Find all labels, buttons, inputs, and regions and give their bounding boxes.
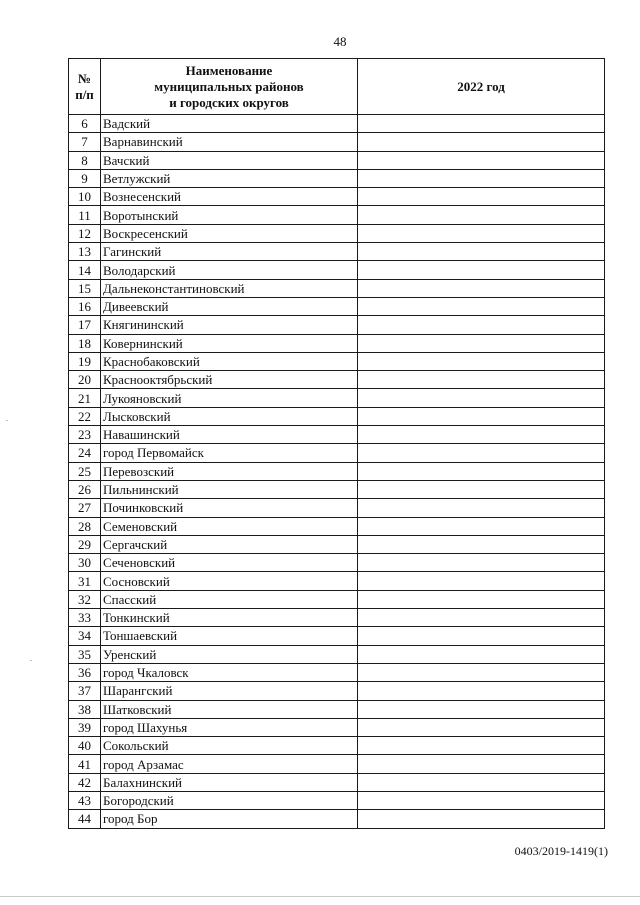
row-year-value	[358, 407, 605, 425]
row-year-value	[358, 261, 605, 279]
header-number	[69, 59, 101, 115]
row-district-name: Тоншаевский	[101, 627, 358, 645]
row-district-name: Вачский	[101, 151, 358, 169]
row-number: 40	[69, 737, 101, 755]
row-number: 19	[69, 352, 101, 370]
row-number: 33	[69, 609, 101, 627]
row-year-value	[358, 480, 605, 498]
table-row	[69, 243, 605, 261]
table-row	[69, 755, 605, 773]
row-year-value	[358, 627, 605, 645]
row-number: 41	[69, 755, 101, 773]
row-year-value	[358, 572, 605, 590]
row-number: 29	[69, 535, 101, 553]
table-row	[69, 169, 605, 187]
row-year-value	[358, 682, 605, 700]
row-year-value	[358, 115, 605, 133]
header-year: 2022 год	[358, 59, 605, 115]
row-number: 22	[69, 407, 101, 425]
header-number-line2: п/п	[75, 86, 94, 102]
row-year-value	[358, 151, 605, 169]
row-year-value	[358, 554, 605, 572]
table-row	[69, 554, 605, 572]
table-row	[69, 499, 605, 517]
row-number: 37	[69, 682, 101, 700]
row-number: 18	[69, 334, 101, 352]
row-district-name: Сергачский	[101, 535, 358, 553]
table-row	[69, 517, 605, 535]
table-row	[69, 334, 605, 352]
header-number-line1: №	[77, 70, 92, 86]
table-row	[69, 389, 605, 407]
row-number: 10	[69, 188, 101, 206]
row-year-value	[358, 700, 605, 718]
row-year-value	[358, 444, 605, 462]
table-row	[69, 627, 605, 645]
row-district-name: Сосновский	[101, 572, 358, 590]
table-row	[69, 773, 605, 791]
row-year-value	[358, 609, 605, 627]
row-district-name: Володарский	[101, 261, 358, 279]
row-number: 26	[69, 480, 101, 498]
row-district-name: город Арзамас	[101, 755, 358, 773]
row-number: 25	[69, 462, 101, 480]
row-number: 16	[69, 297, 101, 315]
row-district-name: Шатковский	[101, 700, 358, 718]
row-district-name: город Чкаловск	[101, 663, 358, 681]
row-year-value	[358, 206, 605, 224]
row-district-name: Перевозский	[101, 462, 358, 480]
row-district-name: Починковский	[101, 499, 358, 517]
row-year-value	[358, 737, 605, 755]
row-district-name: Богородский	[101, 791, 358, 809]
table-row	[69, 737, 605, 755]
table-row	[69, 572, 605, 590]
table-row	[69, 426, 605, 444]
table-header	[69, 59, 605, 115]
table-row	[69, 133, 605, 151]
row-district-name: Спасский	[101, 590, 358, 608]
header-row	[69, 59, 605, 115]
row-number: 23	[69, 426, 101, 444]
row-year-value	[358, 517, 605, 535]
row-year-value	[358, 279, 605, 297]
row-number: 20	[69, 371, 101, 389]
row-year-value	[358, 426, 605, 444]
row-district-name: Тонкинский	[101, 609, 358, 627]
row-year-value	[358, 316, 605, 334]
table-body	[69, 115, 605, 829]
table-row	[69, 480, 605, 498]
table-row	[69, 151, 605, 169]
row-year-value	[358, 773, 605, 791]
row-district-name: город Первомайск	[101, 444, 358, 462]
header-name-line2: муниципальных районов	[154, 78, 304, 94]
row-district-name: Пильнинский	[101, 480, 358, 498]
row-district-name: Княгининский	[101, 316, 358, 334]
scan-artifact-line	[0, 896, 640, 897]
scan-artifact-dot	[6, 420, 8, 421]
row-district-name: Сокольский	[101, 737, 358, 755]
row-number: 38	[69, 700, 101, 718]
row-year-value	[358, 791, 605, 809]
row-number: 8	[69, 151, 101, 169]
row-year-value	[358, 133, 605, 151]
row-district-name: Краснооктябрьский	[101, 371, 358, 389]
row-district-name: Балахнинский	[101, 773, 358, 791]
table-row	[69, 609, 605, 627]
row-district-name: Лысковский	[101, 407, 358, 425]
row-district-name: Ковернинский	[101, 334, 358, 352]
row-district-name: Воротынский	[101, 206, 358, 224]
table-row	[69, 810, 605, 828]
row-district-name: Краснобаковский	[101, 352, 358, 370]
municipal-districts-table	[68, 58, 605, 829]
row-district-name: Воскресенский	[101, 224, 358, 242]
header-name	[101, 59, 358, 115]
row-district-name: Шарангский	[101, 682, 358, 700]
row-number: 31	[69, 572, 101, 590]
row-district-name: Вадский	[101, 115, 358, 133]
row-number: 13	[69, 243, 101, 261]
row-number: 14	[69, 261, 101, 279]
table-row	[69, 224, 605, 242]
table-row	[69, 700, 605, 718]
table-row	[69, 115, 605, 133]
row-district-name: Гагинский	[101, 243, 358, 261]
row-number: 21	[69, 389, 101, 407]
table-row	[69, 645, 605, 663]
document-code: 0403/2019-1419(1)	[514, 844, 608, 858]
row-year-value	[358, 535, 605, 553]
row-district-name: Семеновский	[101, 517, 358, 535]
row-year-value	[358, 718, 605, 736]
row-year-value	[358, 590, 605, 608]
row-year-value	[358, 755, 605, 773]
table-row	[69, 407, 605, 425]
row-district-name: Ветлужский	[101, 169, 358, 187]
table-row	[69, 188, 605, 206]
row-number: 36	[69, 663, 101, 681]
row-number: 43	[69, 791, 101, 809]
row-district-name: Лукояновский	[101, 389, 358, 407]
row-year-value	[358, 663, 605, 681]
table-row	[69, 261, 605, 279]
row-number: 34	[69, 627, 101, 645]
row-district-name: Варнавинский	[101, 133, 358, 151]
header-name-line3: и городских округов	[169, 94, 289, 110]
row-year-value	[358, 371, 605, 389]
row-year-value	[358, 389, 605, 407]
table-row	[69, 297, 605, 315]
row-number: 7	[69, 133, 101, 151]
table-row	[69, 590, 605, 608]
row-district-name: Сеченовский	[101, 554, 358, 572]
table-row	[69, 535, 605, 553]
row-number: 27	[69, 499, 101, 517]
row-district-name: Дальнеконстантиновский	[101, 279, 358, 297]
row-year-value	[358, 188, 605, 206]
header-name-line1: Наименование	[185, 62, 273, 78]
scan-artifact-dot	[30, 660, 32, 661]
row-number: 6	[69, 115, 101, 133]
row-district-name: Уренский	[101, 645, 358, 663]
row-year-value	[358, 297, 605, 315]
row-district-name: Вознесенский	[101, 188, 358, 206]
row-number: 42	[69, 773, 101, 791]
row-year-value	[358, 499, 605, 517]
row-district-name: Навашинский	[101, 426, 358, 444]
table-row	[69, 444, 605, 462]
table-row	[69, 206, 605, 224]
row-year-value	[358, 645, 605, 663]
table-row	[69, 682, 605, 700]
page-number: 48	[333, 34, 347, 49]
table-row	[69, 316, 605, 334]
row-number: 39	[69, 718, 101, 736]
row-number: 9	[69, 169, 101, 187]
row-number: 24	[69, 444, 101, 462]
row-year-value	[358, 334, 605, 352]
table-row	[69, 718, 605, 736]
row-number: 30	[69, 554, 101, 572]
table-row	[69, 371, 605, 389]
table-row	[69, 279, 605, 297]
row-number: 11	[69, 206, 101, 224]
row-year-value	[358, 352, 605, 370]
table-row	[69, 462, 605, 480]
row-year-value	[358, 810, 605, 828]
table-row	[69, 663, 605, 681]
row-number: 44	[69, 810, 101, 828]
table-row	[69, 791, 605, 809]
row-number: 35	[69, 645, 101, 663]
table-row	[69, 352, 605, 370]
row-district-name: город Шахунья	[101, 718, 358, 736]
row-number: 28	[69, 517, 101, 535]
row-number: 12	[69, 224, 101, 242]
row-year-value	[358, 243, 605, 261]
row-number: 32	[69, 590, 101, 608]
row-year-value	[358, 462, 605, 480]
row-number: 17	[69, 316, 101, 334]
row-district-name: город Бор	[101, 810, 358, 828]
row-year-value	[358, 169, 605, 187]
row-district-name: Дивеевский	[101, 297, 358, 315]
row-year-value	[358, 224, 605, 242]
row-number: 15	[69, 279, 101, 297]
